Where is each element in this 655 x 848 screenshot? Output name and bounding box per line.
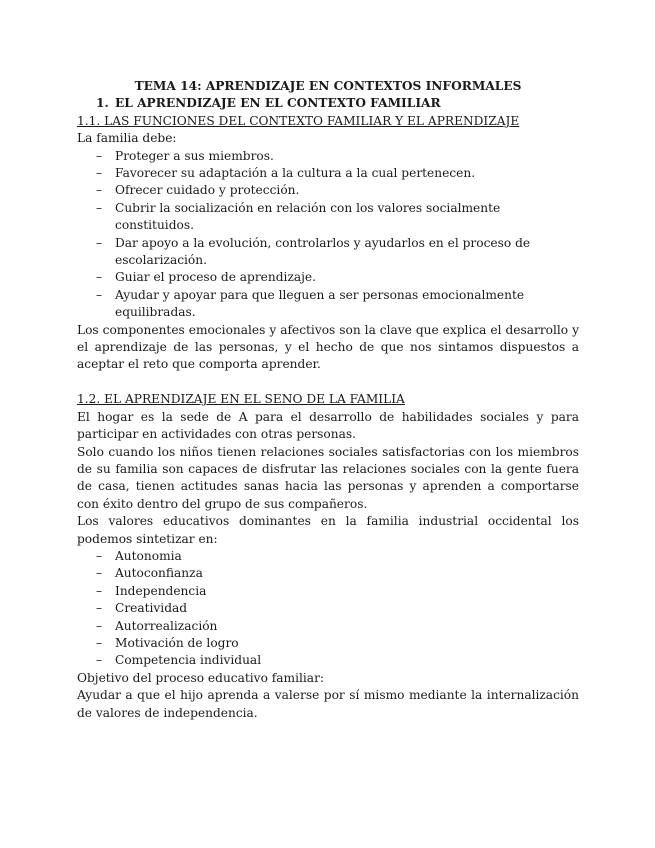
list-item: – Ayudar y apoyar para que lleguen a ser personas emocionalmente equilibradas. (96, 287, 525, 320)
dash-bullet: – (96, 548, 103, 563)
values-list (77, 548, 579, 670)
dash-bullet: – (96, 166, 103, 181)
section-1-2-paragraph-2: Solo cuando los niños tienen relaciones sociales satisfactorias con los miembros de su familia son capaces de disfrutar las relaciones sociales con la gente fuera de casa, tienen actitudes sanas hacia las personas y aprenden a comportarse con éxito dentro del grupo de sus compañeros. (77, 444, 579, 511)
dash-bullet: – (96, 235, 103, 250)
list-item: – Creatividad (77, 600, 579, 617)
section-1-number: 1. (96, 96, 109, 111)
list-item: – Guiar el proceso de aprendizaje. (77, 269, 579, 286)
list-item: – Motivación de logro (77, 635, 579, 652)
section-1-2-heading: 1.2. EL APRENDIZAJE EN EL SENO DE LA FAMILIA (77, 392, 405, 407)
list-item: – Autorrealización (77, 618, 579, 635)
list-item: – Independencia (77, 583, 579, 600)
document-page (77, 78, 579, 722)
objective-label: Objetivo del proceso educativo familiar: (77, 670, 325, 685)
section-1-2-paragraph-1: El hogar es la sede de A para el desarrollo de habilidades sociales y para participar en actividades con otras personas. (77, 409, 579, 442)
section-1-1-intro: La familia debe: (77, 131, 177, 146)
dash-bullet: – (96, 287, 103, 302)
objective-text: Ayudar a que el hijo aprenda a valerse por sí mismo mediante la internalización de valores de independencia. (77, 688, 579, 720)
list-item: – Proteger a sus miembros. (77, 148, 579, 165)
functions-list (77, 148, 579, 322)
dash-bullet: – (96, 200, 103, 215)
section-1-1-paragraph: Los componentes emocionales y afectivos son la clave que explica el desarrollo y el aprendizaje de las personas, y el hecho de que nos sintamos dispuestos a aceptar el reto que comporta aprender. (77, 322, 579, 372)
dash-bullet: – (96, 566, 103, 581)
list-item: – Cubrir la socialización en relación con los valores socialmente constituidos. (96, 200, 501, 233)
dash-bullet: – (96, 618, 103, 633)
dash-bullet: – (96, 148, 103, 163)
section-1-heading (77, 95, 579, 112)
dash-bullet: – (96, 653, 103, 668)
list-item: – Favorecer su adaptación a la cultura a la cual pertenecen. (77, 165, 579, 182)
section-1-2-paragraph-3: Los valores educativos dominantes en la familia industrial occidental los podemos sintetizar en: (77, 514, 579, 546)
dash-bullet: – (96, 601, 103, 616)
list-item: – Dar apoyo a la evolución, controlarlos y ayudarlos en el proceso de escolarización. (96, 235, 531, 268)
list-item: – Competencia individual (77, 652, 579, 669)
dash-bullet: – (96, 270, 103, 285)
list-item: – Ofrecer cuidado y protección. (77, 182, 579, 199)
dash-bullet: – (96, 583, 103, 598)
section-1-1-heading: 1.1. LAS FUNCIONES DEL CONTEXTO FAMILIAR Y EL APRENDIZAJE (77, 113, 520, 128)
list-item: – Autoconfianza (77, 565, 579, 582)
dash-bullet: – (96, 635, 103, 650)
spacer (77, 374, 579, 391)
dash-bullet: – (96, 183, 103, 198)
section-1-title: EL APRENDIZAJE EN EL CONTEXTO FAMILIAR (115, 96, 441, 111)
list-item: – Autonomia (77, 548, 579, 565)
page-title: TEMA 14: APRENDIZAJE EN CONTEXTOS INFORMALES (134, 79, 522, 93)
